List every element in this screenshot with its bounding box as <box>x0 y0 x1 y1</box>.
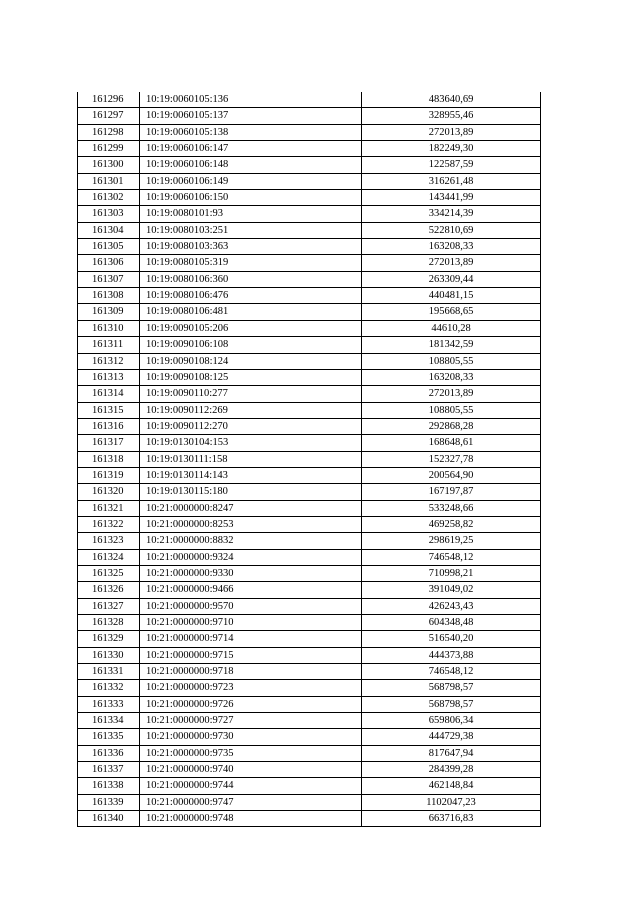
cadastral-value-cell: 292868,28 <box>362 418 541 434</box>
table-row <box>78 467 541 483</box>
cadastral-value-cell: 167197,87 <box>362 484 541 500</box>
table-row <box>78 549 541 565</box>
row-number-cell: 161299 <box>78 141 140 157</box>
table-row <box>78 778 541 794</box>
row-number-cell: 161296 <box>78 92 140 108</box>
table-row <box>78 435 541 451</box>
cadastral-number-cell: 10:19:0090105:206 <box>140 320 362 336</box>
cadastral-value-cell: 181342,59 <box>362 337 541 353</box>
row-number-cell: 161336 <box>78 745 140 761</box>
table-row <box>78 320 541 336</box>
table-row <box>78 173 541 189</box>
table-row <box>78 631 541 647</box>
cadastral-value-cell: 44610,28 <box>362 320 541 336</box>
row-number-cell: 161313 <box>78 369 140 385</box>
table-row <box>78 288 541 304</box>
table-row <box>78 418 541 434</box>
cadastral-value-cell: 182249,30 <box>362 141 541 157</box>
table-row <box>78 696 541 712</box>
cadastral-value-cell: 334214,39 <box>362 206 541 222</box>
row-number-cell: 161322 <box>78 516 140 532</box>
cadastral-number-cell: 10:19:0090112:270 <box>140 418 362 434</box>
table-body <box>78 92 541 827</box>
cadastral-number-cell: 10:19:0060105:138 <box>140 124 362 140</box>
cadastral-value-cell: 533248,66 <box>362 500 541 516</box>
row-number-cell: 161331 <box>78 664 140 680</box>
cadastral-number-cell: 10:19:0090108:125 <box>140 369 362 385</box>
cadastral-number-cell: 10:21:0000000:9726 <box>140 696 362 712</box>
table-row <box>78 729 541 745</box>
cadastral-number-cell: 10:21:0000000:9747 <box>140 794 362 810</box>
cadastral-value-cell: 263309,44 <box>362 271 541 287</box>
cadastral-value-cell: 426243,43 <box>362 598 541 614</box>
table-row <box>78 92 541 108</box>
table-row <box>78 484 541 500</box>
row-number-cell: 161330 <box>78 647 140 663</box>
row-number-cell: 161301 <box>78 173 140 189</box>
cadastral-value-cell: 328955,46 <box>362 108 541 124</box>
table-row <box>78 402 541 418</box>
table-row <box>78 794 541 810</box>
table-row <box>78 157 541 173</box>
table-row <box>78 451 541 467</box>
cadastral-value-cell: 108805,55 <box>362 402 541 418</box>
row-number-cell: 161325 <box>78 565 140 581</box>
table-row <box>78 141 541 157</box>
row-number-cell: 161311 <box>78 337 140 353</box>
cadastral-number-cell: 10:19:0060105:136 <box>140 92 362 108</box>
cadastral-number-cell: 10:19:0130111:158 <box>140 451 362 467</box>
table-row <box>78 124 541 140</box>
cadastral-value-cell: 710998,21 <box>362 565 541 581</box>
cadastral-number-cell: 10:21:0000000:9715 <box>140 647 362 663</box>
cadastral-number-cell: 10:21:0000000:9718 <box>140 664 362 680</box>
row-number-cell: 161340 <box>78 811 140 827</box>
row-number-cell: 161338 <box>78 778 140 794</box>
cadastral-value-cell: 108805,55 <box>362 353 541 369</box>
row-number-cell: 161337 <box>78 762 140 778</box>
row-number-cell: 161307 <box>78 271 140 287</box>
cadastral-value-cell: 444373,88 <box>362 647 541 663</box>
cadastral-value-cell: 200564,90 <box>362 467 541 483</box>
table-row <box>78 713 541 729</box>
cadastral-number-cell: 10:19:0080103:251 <box>140 222 362 238</box>
row-number-cell: 161319 <box>78 467 140 483</box>
cadastral-value-cell: 746548,12 <box>362 549 541 565</box>
cadastral-number-cell: 10:21:0000000:9324 <box>140 549 362 565</box>
table-row <box>78 353 541 369</box>
cadastral-number-cell: 10:19:0080103:363 <box>140 239 362 255</box>
row-number-cell: 161316 <box>78 418 140 434</box>
row-number-cell: 161308 <box>78 288 140 304</box>
cadastral-value-cell: 143441,99 <box>362 190 541 206</box>
cadastral-value-cell: 298619,25 <box>362 533 541 549</box>
table-row <box>78 745 541 761</box>
cadastral-value-cell: 663716,83 <box>362 811 541 827</box>
cadastral-value-cell: 462148,84 <box>362 778 541 794</box>
cadastral-number-cell: 10:19:0080106:481 <box>140 304 362 320</box>
cadastral-number-cell: 10:19:0080101:93 <box>140 206 362 222</box>
table-row <box>78 271 541 287</box>
row-number-cell: 161304 <box>78 222 140 238</box>
table-row <box>78 108 541 124</box>
row-number-cell: 161339 <box>78 794 140 810</box>
table-row <box>78 500 541 516</box>
table-row <box>78 680 541 696</box>
table-row <box>78 386 541 402</box>
row-number-cell: 161317 <box>78 435 140 451</box>
cadastral-number-cell: 10:19:0090106:108 <box>140 337 362 353</box>
cadastral-value-cell: 163208,33 <box>362 239 541 255</box>
cadastral-value-cell: 168648,61 <box>362 435 541 451</box>
cadastral-number-cell: 10:21:0000000:8832 <box>140 533 362 549</box>
row-number-cell: 161305 <box>78 239 140 255</box>
row-number-cell: 161318 <box>78 451 140 467</box>
cadastral-number-cell: 10:21:0000000:8247 <box>140 500 362 516</box>
cadastral-number-cell: 10:21:0000000:9723 <box>140 680 362 696</box>
cadastral-number-cell: 10:21:0000000:9744 <box>140 778 362 794</box>
cadastral-number-cell: 10:21:0000000:8253 <box>140 516 362 532</box>
cadastral-number-cell: 10:19:0080106:476 <box>140 288 362 304</box>
row-number-cell: 161323 <box>78 533 140 549</box>
table-row <box>78 206 541 222</box>
cadastral-value-cell: 568798,57 <box>362 680 541 696</box>
table-row <box>78 762 541 778</box>
cadastral-value-cell: 316261,48 <box>362 173 541 189</box>
cadastral-number-cell: 10:19:0060105:137 <box>140 108 362 124</box>
row-number-cell: 161327 <box>78 598 140 614</box>
table-row <box>78 239 541 255</box>
cadastral-number-cell: 10:19:0130115:180 <box>140 484 362 500</box>
cadastral-number-cell: 10:21:0000000:9735 <box>140 745 362 761</box>
row-number-cell: 161329 <box>78 631 140 647</box>
cadastral-value-cell: 817647,94 <box>362 745 541 761</box>
table-row <box>78 647 541 663</box>
cadastral-value-cell: 469258,82 <box>362 516 541 532</box>
table-row <box>78 565 541 581</box>
table-row <box>78 222 541 238</box>
row-number-cell: 161333 <box>78 696 140 712</box>
cadastral-value-cell: 568798,57 <box>362 696 541 712</box>
cadastral-value-cell: 152327,78 <box>362 451 541 467</box>
cadastral-value-table <box>77 92 541 827</box>
cadastral-number-cell: 10:21:0000000:9330 <box>140 565 362 581</box>
row-number-cell: 161326 <box>78 582 140 598</box>
cadastral-value-cell: 195668,65 <box>362 304 541 320</box>
cadastral-number-cell: 10:21:0000000:9730 <box>140 729 362 745</box>
row-number-cell: 161334 <box>78 713 140 729</box>
table-row <box>78 615 541 631</box>
cadastral-number-cell: 10:21:0000000:9740 <box>140 762 362 778</box>
row-number-cell: 161306 <box>78 255 140 271</box>
cadastral-value-cell: 272013,89 <box>362 255 541 271</box>
cadastral-value-cell: 272013,89 <box>362 386 541 402</box>
cadastral-number-cell: 10:19:0080106:360 <box>140 271 362 287</box>
cadastral-number-cell: 10:19:0090108:124 <box>140 353 362 369</box>
cadastral-number-cell: 10:21:0000000:9727 <box>140 713 362 729</box>
cadastral-number-cell: 10:19:0080105:319 <box>140 255 362 271</box>
row-number-cell: 161312 <box>78 353 140 369</box>
cadastral-number-cell: 10:21:0000000:9714 <box>140 631 362 647</box>
row-number-cell: 161302 <box>78 190 140 206</box>
table-row <box>78 664 541 680</box>
cadastral-number-cell: 10:19:0060106:147 <box>140 141 362 157</box>
row-number-cell: 161321 <box>78 500 140 516</box>
row-number-cell: 161315 <box>78 402 140 418</box>
table-row <box>78 369 541 385</box>
table-row <box>78 337 541 353</box>
cadastral-number-cell: 10:21:0000000:9570 <box>140 598 362 614</box>
cadastral-value-cell: 604348,48 <box>362 615 541 631</box>
row-number-cell: 161297 <box>78 108 140 124</box>
table-row <box>78 516 541 532</box>
cadastral-number-cell: 10:19:0130114:143 <box>140 467 362 483</box>
row-number-cell: 161328 <box>78 615 140 631</box>
row-number-cell: 161324 <box>78 549 140 565</box>
cadastral-number-cell: 10:19:0060106:149 <box>140 173 362 189</box>
table-row <box>78 811 541 827</box>
cadastral-value-cell: 272013,89 <box>362 124 541 140</box>
cadastral-number-cell: 10:21:0000000:9710 <box>140 615 362 631</box>
cadastral-value-cell: 483640,69 <box>362 92 541 108</box>
cadastral-number-cell: 10:21:0000000:9466 <box>140 582 362 598</box>
cadastral-value-cell: 444729,38 <box>362 729 541 745</box>
cadastral-number-cell: 10:19:0090110:277 <box>140 386 362 402</box>
row-number-cell: 161309 <box>78 304 140 320</box>
table-row <box>78 304 541 320</box>
cadastral-number-cell: 10:19:0090112:269 <box>140 402 362 418</box>
cadastral-value-cell: 746548,12 <box>362 664 541 680</box>
cadastral-value-cell: 163208,33 <box>362 369 541 385</box>
cadastral-number-cell: 10:19:0130104:153 <box>140 435 362 451</box>
cadastral-value-cell: 659806,34 <box>362 713 541 729</box>
table-row <box>78 190 541 206</box>
row-number-cell: 161332 <box>78 680 140 696</box>
cadastral-number-cell: 10:19:0060106:150 <box>140 190 362 206</box>
row-number-cell: 161310 <box>78 320 140 336</box>
cadastral-value-cell: 440481,15 <box>362 288 541 304</box>
row-number-cell: 161303 <box>78 206 140 222</box>
cadastral-value-cell: 516540,20 <box>362 631 541 647</box>
table-row <box>78 582 541 598</box>
row-number-cell: 161314 <box>78 386 140 402</box>
table-row <box>78 255 541 271</box>
cadastral-value-cell: 1102047,23 <box>362 794 541 810</box>
table-row <box>78 598 541 614</box>
table-row <box>78 533 541 549</box>
cadastral-value-cell: 522810,69 <box>362 222 541 238</box>
cadastral-value-cell: 284399,28 <box>362 762 541 778</box>
row-number-cell: 161320 <box>78 484 140 500</box>
row-number-cell: 161300 <box>78 157 140 173</box>
cadastral-number-cell: 10:19:0060106:148 <box>140 157 362 173</box>
row-number-cell: 161335 <box>78 729 140 745</box>
row-number-cell: 161298 <box>78 124 140 140</box>
cadastral-value-cell: 122587,59 <box>362 157 541 173</box>
cadastral-value-cell: 391049,02 <box>362 582 541 598</box>
cadastral-number-cell: 10:21:0000000:9748 <box>140 811 362 827</box>
